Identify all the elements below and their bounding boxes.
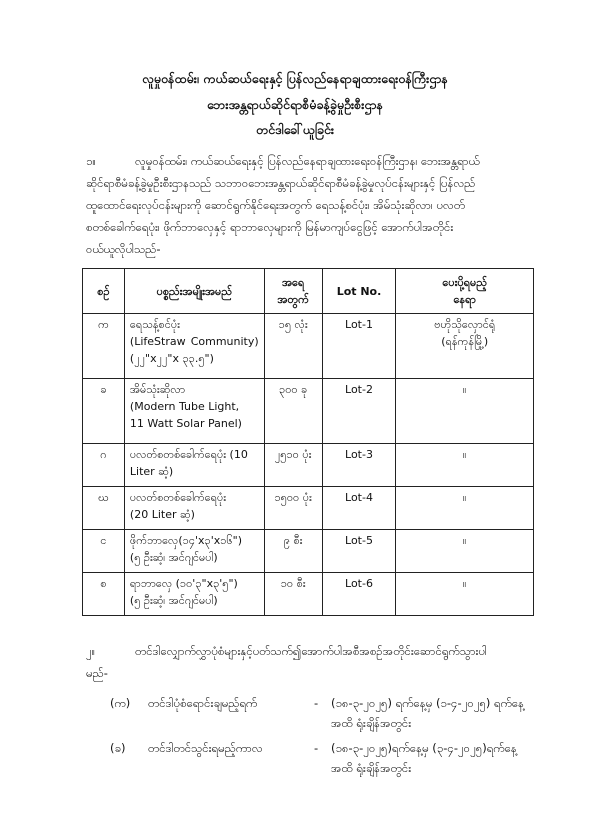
section2-line-1: တင်ဒါလျှောက်လွှာပုံစံများနှင့်ပတ်သက်၍အောက်ပါအစီအစဉ်အတိုင်းဆောင်ရွက်သွားပါ	[135, 644, 488, 658]
item-line: 11 Watt Solar Panel)	[129, 417, 242, 430]
table-header-row	[83, 269, 534, 314]
row-no: စ	[83, 573, 125, 616]
schedule-title-a: တင်ဒါပုံစံရောင်းချမည့်ရက်	[148, 696, 258, 710]
schedule-title-b: တင်ဒါတင်သွင်းရမည့်ကာလ	[148, 741, 263, 755]
item-line: (LifeStraw Community)	[129, 335, 259, 348]
item-line: (Modern Tube Light,	[129, 400, 240, 413]
row-lot: Lot-2	[322, 379, 396, 444]
notice-title: တင်ဒါခေါ်ယူခြင်း	[255, 122, 335, 137]
row-item	[124, 487, 264, 530]
row-place: ။	[396, 487, 534, 530]
col-header-lot: Lot No.	[322, 269, 396, 314]
col-header-qty	[264, 269, 322, 314]
row-item	[124, 444, 264, 487]
item-line: ပလတ်စတစ်ခေါက်ရေပုံး (10	[129, 448, 248, 461]
item-line: (၅ ဦးဆံ့၊ အင်ဂျင်မပါ)	[129, 594, 218, 607]
row-item	[124, 530, 264, 573]
row-no: ဂ	[83, 444, 125, 487]
schedule-date-a: (၁၈-၃-၂၀၂၅) ရက်နေ့မှ (၁-၄-၂၀၂၅) ရက်နေ့	[331, 696, 525, 710]
table-row	[83, 573, 534, 616]
item-line: Liter ဆံ့)	[129, 465, 174, 478]
schedule-note-b: အထိ ရုံးချိန်အတွင်း	[331, 761, 412, 775]
intro-line-1: လူမှုဝန်ထမ်း၊ ကယ်ဆယ်ရေးနှင့် ပြန်လည်နေရာချထားရေးဝန်ကြီးဌာန၊ ဘေးအန္တရာယ်	[135, 154, 480, 168]
item-line: (၂၂"x၂၂"x ၃၃.၅")	[129, 352, 214, 365]
intro-line-5: ဝယ်ယူလိုပါသည်-	[86, 242, 161, 256]
col-header-item: ပစ္စည်းအမျိုးအမည်	[124, 269, 264, 314]
row-no: က	[83, 314, 125, 379]
row-no: င	[83, 530, 125, 573]
item-line: အိမ်သုံးဆိုလာ	[129, 383, 186, 396]
row-no: ဃ	[83, 487, 125, 530]
place-line: (ရန်ကုန်မြို့)	[441, 335, 489, 348]
item-line: (20 Liter ဆံ့)	[129, 508, 195, 521]
intro-line-2: ဆိုင်ရာစီမံခန့်ခွဲမှုဦးစီးဌာနသည် သဘာဝဘေးအန္တရာယ်ဆိုင်ရာစီမံခန့်ခွဲမှုလုပ်ငန်းများနှင့် ပြန်လည်	[86, 176, 476, 190]
schedule-label-b: (ခ)	[110, 741, 126, 755]
row-item	[124, 379, 264, 444]
col-header-qty-line1: အရေ	[281, 276, 305, 289]
ministry-title: လူမှုဝန်ထမ်း၊ ကယ်ဆယ်ရေးနှင့် ပြန်လည်နေရာချထားရေးဝန်ကြီးဌာန	[142, 71, 448, 86]
item-line: (၅ ဦးဆံ့၊ အင်ဂျင်မပါ)	[129, 551, 218, 564]
section2-line-2: မည်-	[86, 666, 108, 680]
row-qty: ၁၀ စီး	[264, 573, 322, 616]
intro-line-3: ထူထောင်ရေးလုပ်ငန်းများကို ဆောင်ရွက်နိုင်ရေးအတွက် ရေသန့်စင်ပုံး၊ အိမ်သုံးဆိုလာ၊ ပလတ်	[86, 198, 466, 212]
table-row	[83, 314, 534, 379]
col-header-place	[396, 269, 534, 314]
place-line: ဗဟိုသိုလှောင်ရုံ	[434, 318, 496, 331]
row-qty: ၁၅ လုံး	[264, 314, 322, 379]
row-no: ခ	[83, 379, 125, 444]
schedule-dash-a: -	[314, 696, 319, 710]
paragraph-number: ၁။	[86, 154, 96, 168]
row-lot: Lot-1	[322, 314, 396, 379]
col-header-no: စဉ်	[83, 269, 125, 314]
col-header-qty-line2: အတွက်	[277, 293, 309, 306]
department-title: ဘေးအန္တရာယ်ဆိုင်ရာစီမံခန့်ခွဲမှုဦးစီးဌာန	[207, 97, 383, 112]
row-place	[396, 314, 534, 379]
row-lot: Lot-3	[322, 444, 396, 487]
row-place: ။	[396, 444, 534, 487]
row-qty: ၂၅၁၀ ပုံး	[264, 444, 322, 487]
item-line: ပလတ်စတစ်ခေါက်ရေပုံး	[129, 491, 227, 504]
col-header-place-line2: နေရာ	[453, 293, 476, 306]
row-item	[124, 573, 264, 616]
intro-line-4: စတစ်ခေါက်ရေပုံး၊ ဖိုက်ဘာလှေနှင့် ရာဘာလှေများကို မြန်မာကျပ်ငွေဖြင့် အောက်ပါအတိုင်း	[86, 220, 454, 234]
row-place: ။	[396, 379, 534, 444]
table-row	[83, 487, 534, 530]
item-line: ရေသန့်စင်ပုံး	[129, 318, 180, 331]
row-lot: Lot-4	[322, 487, 396, 530]
item-line: ရာဘာလှေ (၁၀'၃"x၃'၅")	[129, 577, 238, 590]
procurement-table	[82, 268, 534, 616]
table-row	[83, 530, 534, 573]
col-header-place-line1: ပေးပို့ရမည့်	[442, 276, 487, 289]
schedule-dash-b: -	[314, 741, 319, 755]
row-lot: Lot-6	[322, 573, 396, 616]
row-item	[124, 314, 264, 379]
row-qty: ၃၀၀ ခု	[264, 379, 322, 444]
table-row	[83, 444, 534, 487]
table-row	[83, 379, 534, 444]
schedule-note-a: အထိ ရုံးချိန်အတွင်း	[331, 716, 412, 730]
item-line: ဖိုက်ဘာလှေ(၁၄'x၃'x၁၆")	[129, 534, 243, 547]
row-qty: ၉ စီး	[264, 530, 322, 573]
row-place: ။	[396, 573, 534, 616]
row-qty: ၁၅၀၀ ပုံး	[264, 487, 322, 530]
schedule-date-b: (၁၈-၃-၂၀၂၅)ရက်နေ့မှ (၃-၄-၂၀၂၅)ရက်နေ့	[331, 741, 517, 755]
row-lot: Lot-5	[322, 530, 396, 573]
section2-number: ၂။	[86, 644, 96, 658]
row-place: ။	[396, 530, 534, 573]
schedule-label-a: (က)	[110, 696, 131, 710]
